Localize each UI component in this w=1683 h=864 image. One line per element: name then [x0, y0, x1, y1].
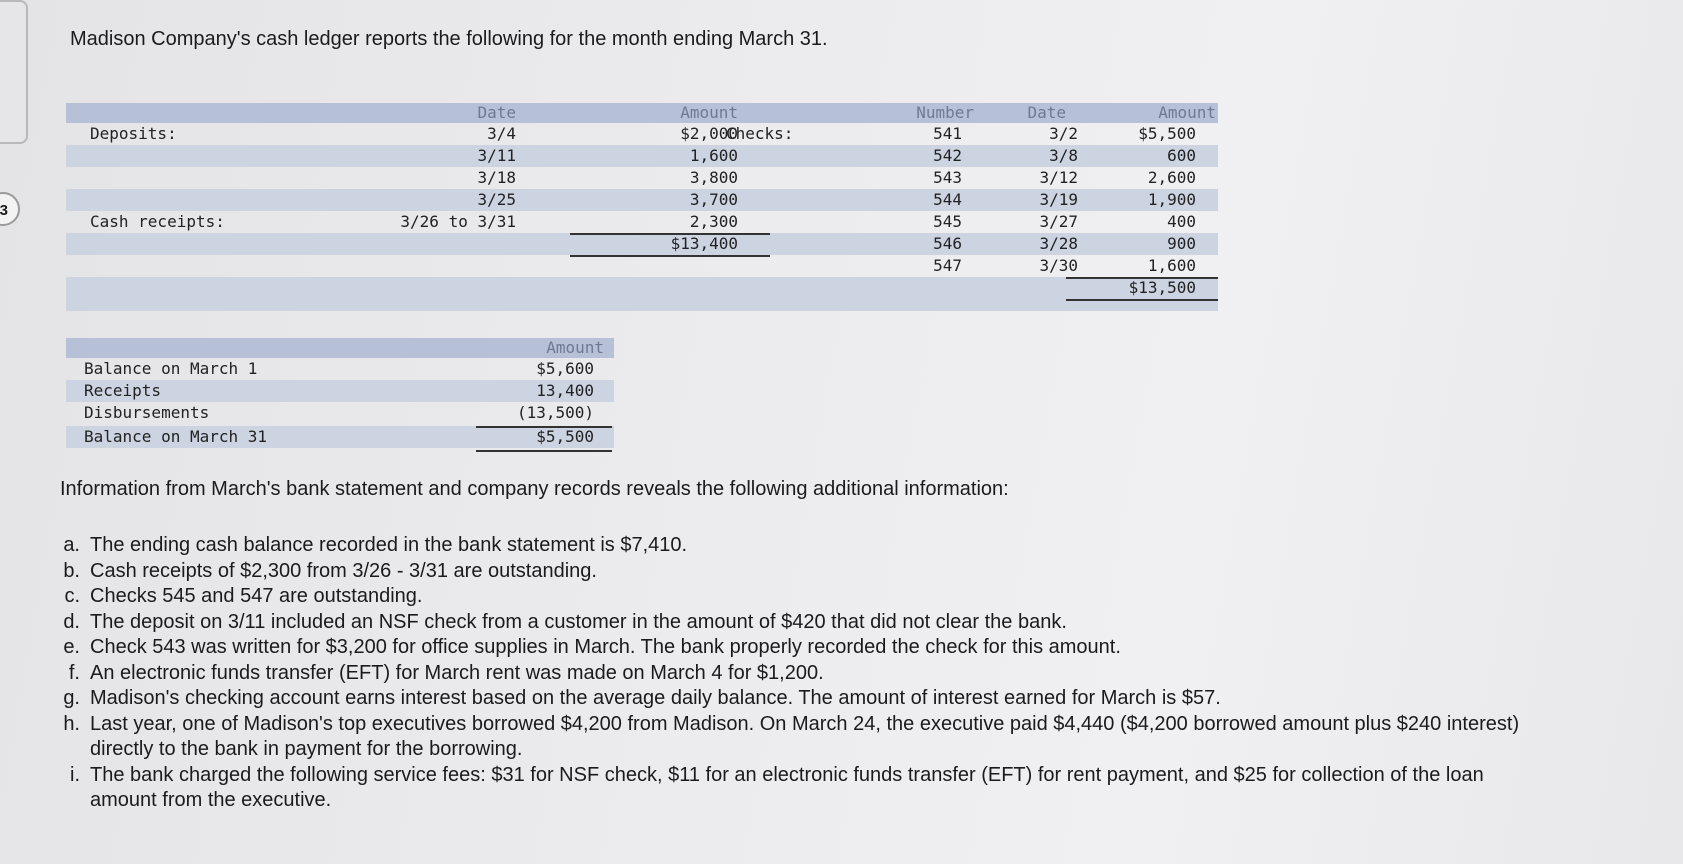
checks-total: $13,500	[1128, 278, 1196, 297]
header-number: Number	[916, 103, 974, 122]
check-number: 542	[933, 146, 962, 165]
check-number: 543	[933, 168, 962, 187]
header-check-date: Date	[1027, 103, 1066, 122]
deposit-amount: 1,600	[689, 146, 738, 165]
summary-row-label: Balance on March 1	[84, 359, 258, 378]
list-item: c. Checks 545 and 547 are outstanding.	[64, 585, 423, 607]
cash-ledger-table	[66, 103, 1218, 311]
cash-receipt-amount: 2,300	[689, 212, 738, 231]
additional-info-list	[60, 533, 1520, 814]
deposit-amount: 3,700	[689, 190, 738, 209]
list-item: h. Last year, one of Madison's top executives borrowed $4,200 from Madison. On March 24, the executive paid $4,440 ($4,200 borrowed amount plus $240 interest) directly to the bank in payment for the borrowing.	[63, 712, 1520, 760]
check-date: 3/19	[1039, 190, 1078, 209]
check-date: 3/30	[1039, 256, 1078, 275]
checks-total-underline	[1066, 299, 1218, 301]
cash-summary-table	[66, 338, 614, 454]
check-number: 541	[933, 124, 962, 143]
side-tab[interactable]	[0, 0, 28, 144]
summary-row-label: Receipts	[84, 381, 162, 400]
check-date: 3/12	[1039, 168, 1078, 187]
list-item: d. The deposit on 3/11 included an NSF check from a customer in the amount of $420 that did not clear the bank.	[63, 610, 1067, 633]
list-item: f. An electronic funds transfer (EFT) for March rent was made on March 4 for $1,200.	[68, 661, 824, 684]
deposit-date: 3/11	[477, 146, 516, 165]
check-number: 545	[933, 212, 962, 231]
cash-receipts-label: Cash receipts:	[90, 212, 225, 231]
summary-row-amount: $5,500	[536, 427, 594, 446]
check-amount: $5,500	[1138, 124, 1196, 143]
check-amount: 600	[1167, 146, 1196, 165]
deposits-total: $13,400	[670, 234, 738, 253]
list-item: b. Cash receipts of $2,300 from 3/26 - 3/31 are outstanding.	[63, 559, 597, 582]
deposits-total-underline	[570, 255, 770, 257]
check-date: 3/2	[1049, 124, 1078, 143]
list-item: i. The bank charged the following service fees: $31 for NSF check, $11 for an electronic funds transfer (EFT) for rent payment, and $25 for collection of the loan amount from the executive.	[70, 763, 1484, 811]
summary-row-amount: $5,600	[536, 359, 594, 378]
check-amount: 1,900	[1147, 190, 1196, 209]
summary-row-amount: 13,400	[536, 381, 594, 400]
checks-label: Checks:	[726, 124, 794, 143]
header-amount: Amount	[680, 103, 738, 122]
deposit-amount: 3,800	[689, 168, 738, 187]
deposit-date: 3/25	[477, 190, 516, 209]
summary-header-amount: Amount	[546, 338, 604, 357]
check-number: 546	[933, 234, 962, 253]
intro-text: Madison Company's cash ledger reports the following for the month ending March 31.	[70, 28, 828, 50]
header-check-amount: Amount	[1158, 103, 1216, 122]
deposit-amount: $2,000	[680, 124, 738, 143]
deposit-date: 3/18	[477, 168, 516, 187]
check-amount: 2,600	[1147, 168, 1196, 187]
info-title: Information from March's bank statement and company records reveals the following additional information:	[60, 478, 1009, 500]
list-item: g. Madison's checking account earns interest based on the average daily balance. The amount of interest earned for March is $57.	[63, 687, 1221, 709]
check-date: 3/28	[1039, 234, 1078, 253]
check-amount: 900	[1167, 234, 1196, 253]
cash-receipt-date: 3/26 to 3/31	[400, 212, 516, 231]
summary-total-underline	[476, 450, 612, 452]
summary-row-label: Disbursements	[84, 403, 210, 422]
check-amount: 400	[1167, 212, 1196, 231]
check-date: 3/8	[1049, 146, 1078, 165]
check-number: 544	[933, 190, 962, 209]
check-date: 3/27	[1039, 212, 1078, 231]
header-date: Date	[477, 103, 516, 122]
question-number-badge[interactable]: 3	[0, 192, 20, 226]
check-number: 547	[933, 256, 962, 275]
deposit-date: 3/4	[487, 124, 516, 143]
list-item: e. Check 543 was written for $3,200 for office supplies in March. The bank properly recorded the check for this amount.	[63, 636, 1121, 658]
ledger-band	[66, 277, 1218, 311]
summary-row-amount: (13,500)	[516, 403, 594, 422]
list-item: a. The ending cash balance recorded in the bank statement is $7,410.	[63, 534, 688, 556]
deposits-label: Deposits:	[90, 124, 177, 143]
summary-row-label: Balance on March 31	[84, 427, 268, 446]
check-amount: 1,600	[1147, 256, 1196, 275]
